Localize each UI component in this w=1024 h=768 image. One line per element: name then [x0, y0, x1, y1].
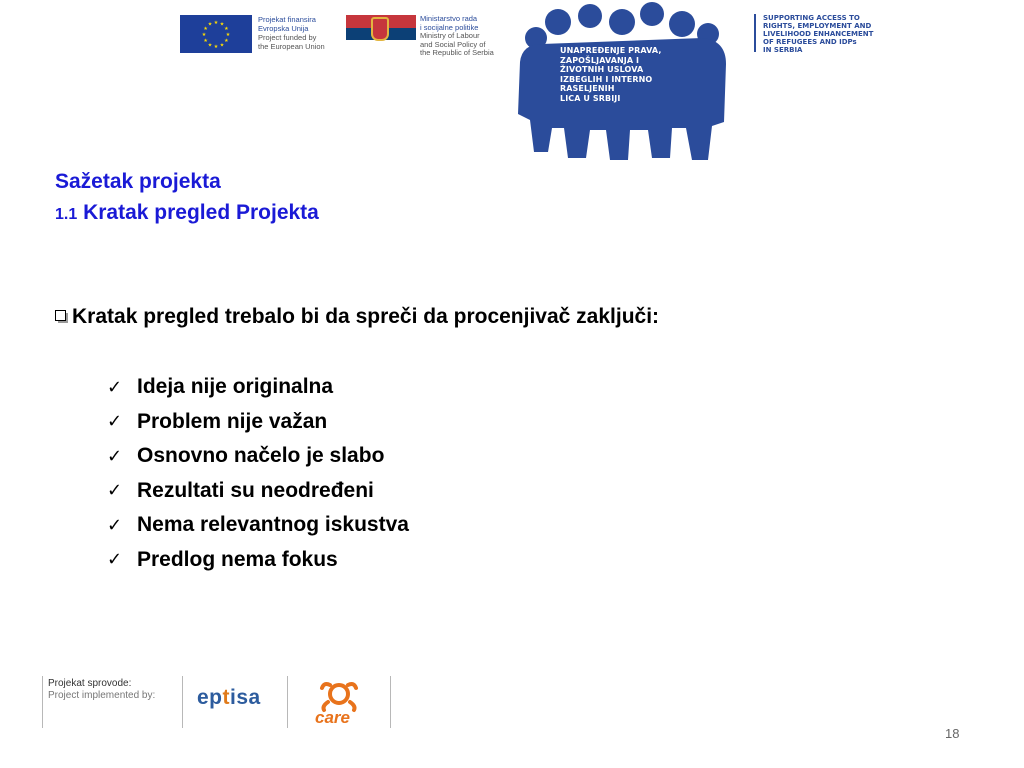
people-logo-line-1: UNAPREĐENJE PRAVA, [560, 46, 662, 55]
eu-line-sr-2: Evropska Unija [258, 24, 309, 33]
checkmark-icon: ✓ [107, 480, 123, 502]
svg-text:★: ★ [213, 20, 219, 26]
slide-subtitle [55, 201, 319, 225]
project-title-line-4: OF REFUGEES AND IDPs [763, 38, 857, 46]
checklist-item-text: Ideja nije originalna [137, 375, 334, 399]
svg-text:★: ★ [203, 38, 208, 44]
checkmark-icon: ✓ [107, 549, 123, 571]
care-logo-text: care [315, 708, 350, 727]
checklist-item-text: Nema relevantnog iskustva [137, 513, 409, 537]
page-number: 18 [945, 726, 960, 741]
people-logo-line-6: LICA U SRBIJI [560, 93, 621, 103]
square-bullet-icon [55, 310, 69, 324]
project-title-line-1: SUPPORTING ACCESS TO [763, 14, 860, 22]
checklist-item [107, 439, 409, 474]
project-title-caption [763, 14, 903, 54]
implemented-by-en: Project implemented by: [48, 690, 156, 701]
svg-text:★: ★ [207, 42, 213, 49]
serbia-coat-of-arms-icon [371, 17, 389, 41]
ministry-line-en-1: Ministry of Labour [420, 31, 480, 40]
checklist-item-text: Rezultati su neodređeni [137, 478, 374, 502]
checklist-item [107, 508, 409, 543]
checklist-item-text: Predlog nema fokus [137, 547, 338, 571]
project-title-line-3: LIVELIHOOD ENHANCEMENT [763, 30, 874, 38]
intro-text: Kratak pregled trebalo bi da spreči da procenjivač zaključi: [72, 305, 660, 328]
people-logo-caption [560, 46, 700, 104]
checklist-item-text: Osnovno načelo je slabo [137, 444, 385, 468]
svg-text:★: ★ [201, 32, 207, 38]
project-title-line-2: RIGHTS, EMPLOYMENT AND [763, 22, 872, 30]
people-logo-line-2: ZAPOŠLJAVANJA I [560, 55, 640, 65]
subtitle-text: Kratak pregled Projekta [83, 201, 319, 224]
svg-text:★: ★ [224, 38, 229, 44]
implemented-by-caption [48, 678, 155, 702]
svg-text:★: ★ [224, 26, 229, 32]
ministry-caption [420, 15, 510, 58]
ministry-line-sr-1: Ministarstvo rada [420, 14, 478, 23]
eptisa-logo-accent: t [222, 686, 231, 709]
implemented-by-sr: Projekat sprovode: [48, 678, 132, 689]
ministry-line-en-3: the Republic of Serbia [420, 48, 494, 57]
svg-text:★: ★ [219, 42, 225, 49]
svg-text:★: ★ [207, 21, 213, 28]
svg-text:★: ★ [203, 26, 208, 32]
eptisa-logo-part: isa [230, 686, 261, 709]
svg-text:★: ★ [225, 32, 231, 38]
subtitle-number: 1.1 [55, 206, 78, 223]
checklist-item [107, 543, 409, 578]
footer-divider [287, 676, 288, 728]
checklist [107, 370, 409, 577]
footer-divider [390, 676, 391, 728]
project-title-line-5: IN SERBIA [763, 46, 803, 54]
people-logo-line-5: RASELJENIH [560, 84, 615, 94]
people-logo-line-4: IZBEGLIH I INTERNO [560, 74, 653, 84]
eu-line-sr-1: Projekat finansira [258, 15, 316, 24]
eu-line-en-2: the European Union [258, 42, 325, 51]
eu-line-en-1: Project funded by [258, 33, 317, 42]
people-logo-line-3: ŽIVOTNIH USLOVA [560, 65, 644, 75]
checkmark-icon: ✓ [107, 445, 123, 467]
eu-flag-logo [180, 15, 252, 53]
slide-title: Sažetak projekta [55, 170, 221, 193]
eptisa-logo-part: ep [197, 686, 223, 709]
svg-text:★: ★ [219, 21, 225, 28]
checkmark-icon: ✓ [107, 411, 123, 433]
checkmark-icon: ✓ [107, 514, 123, 536]
checklist-item [107, 370, 409, 405]
ministry-line-sr-2: i socijalne politike [420, 22, 479, 32]
eu-funding-caption [258, 15, 340, 51]
svg-text:★: ★ [213, 44, 219, 50]
eptisa-logo [197, 686, 261, 710]
intro-bullet [55, 305, 659, 329]
checklist-item [107, 405, 409, 440]
footer-divider [182, 676, 183, 728]
checklist-item [107, 474, 409, 509]
ministry-line-en-2: and Social Policy of [420, 39, 486, 49]
checkmark-icon: ✓ [107, 376, 123, 398]
project-title-divider [754, 14, 756, 52]
footer-divider [42, 676, 43, 728]
checklist-item-text: Problem nije važan [137, 409, 328, 433]
